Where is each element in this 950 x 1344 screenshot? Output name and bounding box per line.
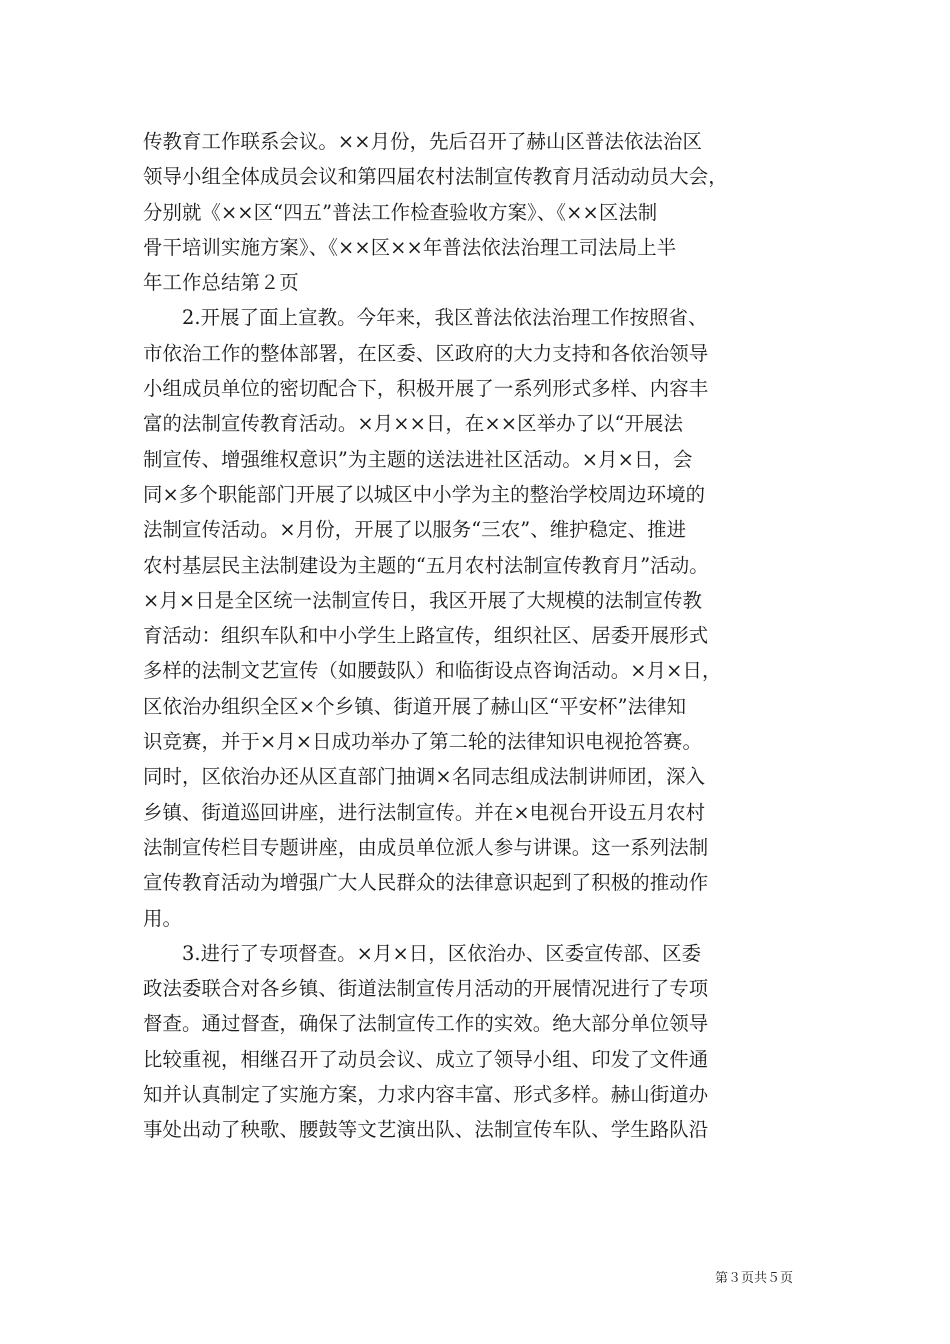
text-line: 传教育工作联系会议。××月份，先后召开了赫山区普法依法治区 [143,130,702,153]
text-line: 督查。通过督查，确保了法制宣传工作的实效。绝大部分单位领导 [143,1012,709,1036]
text-line: 知并认真制定了实施方案，力求内容丰富、形式多样。赫山街道办 [143,1083,709,1107]
page-number-footer: 第３页共５页 [715,1271,794,1286]
text-line: 识竞赛，并于×月×日成功举办了第二轮的法律知识电视抢答赛。 [143,730,702,754]
text-line: 育活动：组织车队和中小学生上路宣传，组织社区、居委开展形式 [143,624,709,648]
text-line: 用。 [143,906,182,930]
text-line: 法制宣传活动。×月份，开展了以服务“三农”、维护稳定、推进 [143,518,687,542]
body-text [143,124,813,1148]
text-line: 法制宣传栏目专题讲座，由成员单位派人参与讲课。这一系列法制 [143,835,709,859]
text-line: 分别就《××区“四五”普法工作检查验收方案》、《××区法制 [143,200,658,224]
text-line: 乡镇、街道巡回讲座，进行法制宣传。并在×电视台开设五月农村 [143,800,706,824]
text-line: 骨干培训实施方案》、《××区××年普法依法治理工司法局上半 [143,235,677,259]
text-line: 同×多个职能部门开展了以城区中小学为主的整治学校周边环境的 [143,482,706,506]
text-line: 市依治工作的整体部署，在区委、区政府的大力支持和各依治领导 [143,341,709,365]
text-line: 政法委联合对各乡镇、街道法制宣传月活动的开展情况进行了专项 [143,977,709,1001]
text-line: 小组成员单位的密切配合下，积极开展了一系列形式多样、内容丰 [143,377,709,401]
text-line: 事处出动了秧歌、腰鼓等文艺演出队、法制宣传车队、学生路队沿 [143,1118,709,1142]
text-line: 领导小组全体成员会议和第四届农村法制宣传教育月活动动员大会， [143,165,728,189]
text-line: 年工作总结第２页 [143,271,299,295]
text-line: 多样的法制文艺宣传（如腰鼓队）和临街设点咨询活动。×月×日， [143,659,722,683]
text-line: 2.开展了面上宣教。今年来，我区普法依法治理工作按照省、 [143,306,708,330]
text-line: 区依治办组织全区×个乡镇、街道开展了赫山区“平安杯”法律知 [143,694,687,718]
text-line: 宣传教育活动为增强广大人民群众的法律意识起到了积极的推动作 [143,871,709,895]
text-line: 富的法制宣传教育活动。×月××日，在××区举办了以“开展法 [143,412,684,436]
text-line: 农村基层民主法制建设为主题的“五月农村法制宣传教育月”活动。 [143,553,709,577]
text-line: 制宣传、增强维权意识”为主题的送法进社区活动。×月×日，会 [143,447,693,471]
text-line: 3.进行了专项督查。×月×日，区依治办、区委宣传部、区委 [143,941,702,965]
text-line: 比较重视，相继召开了动员会议、成立了领导小组、印发了文件通 [143,1047,709,1071]
text-line: 同时，区依治办还从区直部门抽调×名同志组成法制讲师团，深入 [143,765,706,789]
text-line: ×月×日是全区统一法制宣传日，我区开展了大规模的法制宣传教 [143,588,702,612]
